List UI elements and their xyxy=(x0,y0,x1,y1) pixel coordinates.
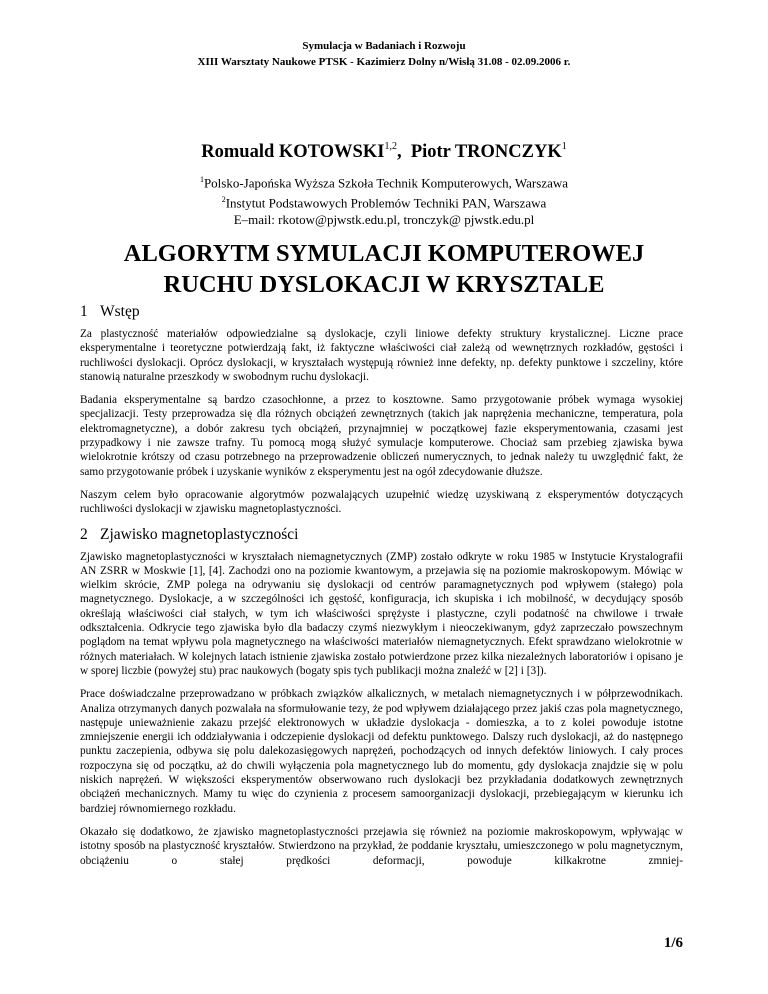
author-2: Piotr TRONCZYK xyxy=(410,142,562,163)
author-1-affiliation-marker: 1,2 xyxy=(384,141,397,152)
page-number: 1/6 xyxy=(663,935,683,951)
contact-email: E–mail: rkotow@pjwstk.edu.pl, tronczyk@ pjwstk.edu.pl xyxy=(233,211,535,227)
section-2-paragraph-3: Okazało się dodatkowo, że zjawisko magnetoplastyczności przejawia się również na poziomie makroskopowym, wpływając w istotny sposób na plastyczność kryształów. Stwierdzono na przykład, że poddanie kryształu, umieszczonego w polu magnetycznym, obciążeniu o stałej prędkości deformacji, powoduje kilkakrotne zmniej- xyxy=(80,825,683,867)
conference-details: XIII Warsztaty Naukowe PTSK - Kazimierz Dolny n/Wisłą 31.08 - 02.09.2006 r. xyxy=(197,56,571,68)
affiliation-2 xyxy=(0,192,768,212)
section-2-title: Zjawisko magnetoplastyczności xyxy=(100,525,299,543)
authors xyxy=(0,142,768,163)
author-2-affiliation-marker: 1 xyxy=(561,141,567,152)
body-content xyxy=(80,302,683,868)
affiliations xyxy=(0,172,768,228)
section-2-number: 2 xyxy=(80,525,88,543)
affiliation-2-text: Instytut Podstawowych Problemów Techniki PAN, Warszawa xyxy=(225,195,547,211)
affiliation-1-text: Polsko-Japońska Wyższa Szkoła Technik Komputerowych, Warszawa xyxy=(203,175,569,191)
running-header xyxy=(0,38,768,70)
paper-title-line-1: ALGORYTM SYMULACJI KOMPUTEROWEJ xyxy=(123,240,645,267)
author-1: Romuald KOTOWSKI xyxy=(201,142,385,163)
section-1-number: 1 xyxy=(80,303,88,320)
section-1-paragraph-1: Za plastyczność materiałów odpowiedzialne są dyslokacje, czyli liniowe defekty struktury krystalicznej. Liczne prace eksperymentalne i teoretyczne potwierdzają fakt, iż faktyczne właściwości ciał zależą od wewnętrznych rozkładów, gęstości i ruchliwości dyslokacji. Oprócz dyslokacji, w kryształach występują również inne defekty, np. defekty punktowe i szczeliny, które stanowią naturalne przeszkody w swobodnym ruchu dyslokacji. xyxy=(80,328,683,383)
affiliation-1-marker: 1 xyxy=(199,175,204,184)
affiliation-2-marker: 2 xyxy=(221,194,226,204)
author-separator: , xyxy=(396,142,411,163)
section-1-paragraph-2: Badania eksperymentalne są bardzo czasochłonne, a przez to kosztowne. Samo przygotowanie próbek wymaga wysokiej specjalizacji. Testy przeprowadza się dla różnych obciążeń zewnętrznych (takich jak naprężenia mechaniczne, temperatura, pola elektromagnetyczne), a dobór zakresu tych obciążeń, przynajmniej w początkowej fazie eksperymentowania, czasami jest przypadkowy i nie zawsze trafny. Tu pomocą mogą służyć symulacje komputerowe. Chociaż sam przebieg zjawiska bywa wielokrotnie krótszy od czasu potrzebnego na przeprowadzenie obliczeń numerycznych, to jednak należy tu uwzględnić fakt, że samo przygotowanie próbek i uzyskanie wyników z eksperymentu jest na ogół zdecydowanie dłuższe. xyxy=(80,394,683,478)
conference-title: Symulacja w Badaniach i Rozwoju xyxy=(302,40,466,52)
section-1-title: Wstęp xyxy=(100,303,140,320)
paper-title-line-2: RUCHU DYSLOKACJI W KRYSZTALE xyxy=(163,271,605,298)
section-1-heading xyxy=(80,302,683,322)
section-2-paragraph-2: Prace doświadczalne przeprowadzano w próbkach związków alkalicznych, w metalach niemagnetycznych i w półprzewodnikach. Analiza otrzymanych danych pozwalała na sformułowanie tezy, że pod wpływem działającego przez jakiś czas pola magnetycznego, następuje unieważnienie zakazu przejść elektronowych w układzie dyslokacja - domieszka, a to z kolei powoduje istotne zmniejszenie energii ich oddziaływania i odczepienie dyslokacji od defektu punktowego. Dalszy ruch dyslokacji, aż do następnego punktu zaczepienia, odbywa się polu dalekozasięgowych naprężeń, pochodzących od innych defektów liniowych. I cały proces rozpoczyna się od początku, aż do chwili wyłączenia pola magnetycznego lub do momentu, gdy dyslokacja znajdzie się w polu niskich naprężeń. W większości eksperymentów obserwowano ruch dyslokacji bez przykładania dodatkowych zewnętrznych obciążeń mechanicznych. Mamy tu więc do czynienia z procesem samoorganizacji dyslokacji, przebiegającym w kierunku ich bardziej równomiernego rozkładu. xyxy=(80,688,683,815)
section-2-paragraph-1: Zjawisko magnetoplastyczności w kryształach niemagnetycznych (ZMP) zostało odkryte w roku 1985 w Instytucie Krystalografii AN ZSRR w Moskwie [1], [4]. Zachodzi ono na poziomie kwantowym, a przejawia się na poziomie makroskopowym. Mówiąc w wielkim skrócie, ZMP polega na odrywaniu się dyslokacji od centrów paramagnetycznych pod wpływem (stałego) pola magnetycznego. Dyslokacje, a w szczególności ich gęstość, konfiguracja, ich skupiska i ich mobilność, w decydujący sposób określają właściwości ciał stałych, w tym ich właściwości sprężyste i plastyczne, czyli podatność na chwilowe i trwałe odkształcenia. Odkrycie tego zjawiska było dla badaczy czymś niezwykłym i nieoczekiwanym, gdyż zaprzeczało powszechnym poglądom na temat wpływu pola magnetycznego na właściwości materiałów niemagnetycznych. Efekt sprawdzano wielokrotnie w różnych materiałach. W kolejnych latach istnienie zjawiska zostało potwierdzone przez kilka niezależnych laboratoriów i opisano je w sporej liczbie (powyżej stu) prac naukowych (bogaty spis tych publikacji można znaleźć w [2] i [3]). xyxy=(80,550,683,677)
section-1-paragraph-3: Naszym celem było opracowanie algorytmów pozwalających uzupełnić wiedzę uzyskiwaną z eksperymentów dotyczących ruchliwości dyslokacji w zjawisku magnetoplastyczności. xyxy=(80,488,683,516)
affiliation-1 xyxy=(0,172,768,192)
section-2-heading xyxy=(80,525,683,545)
paper-title xyxy=(0,238,768,300)
